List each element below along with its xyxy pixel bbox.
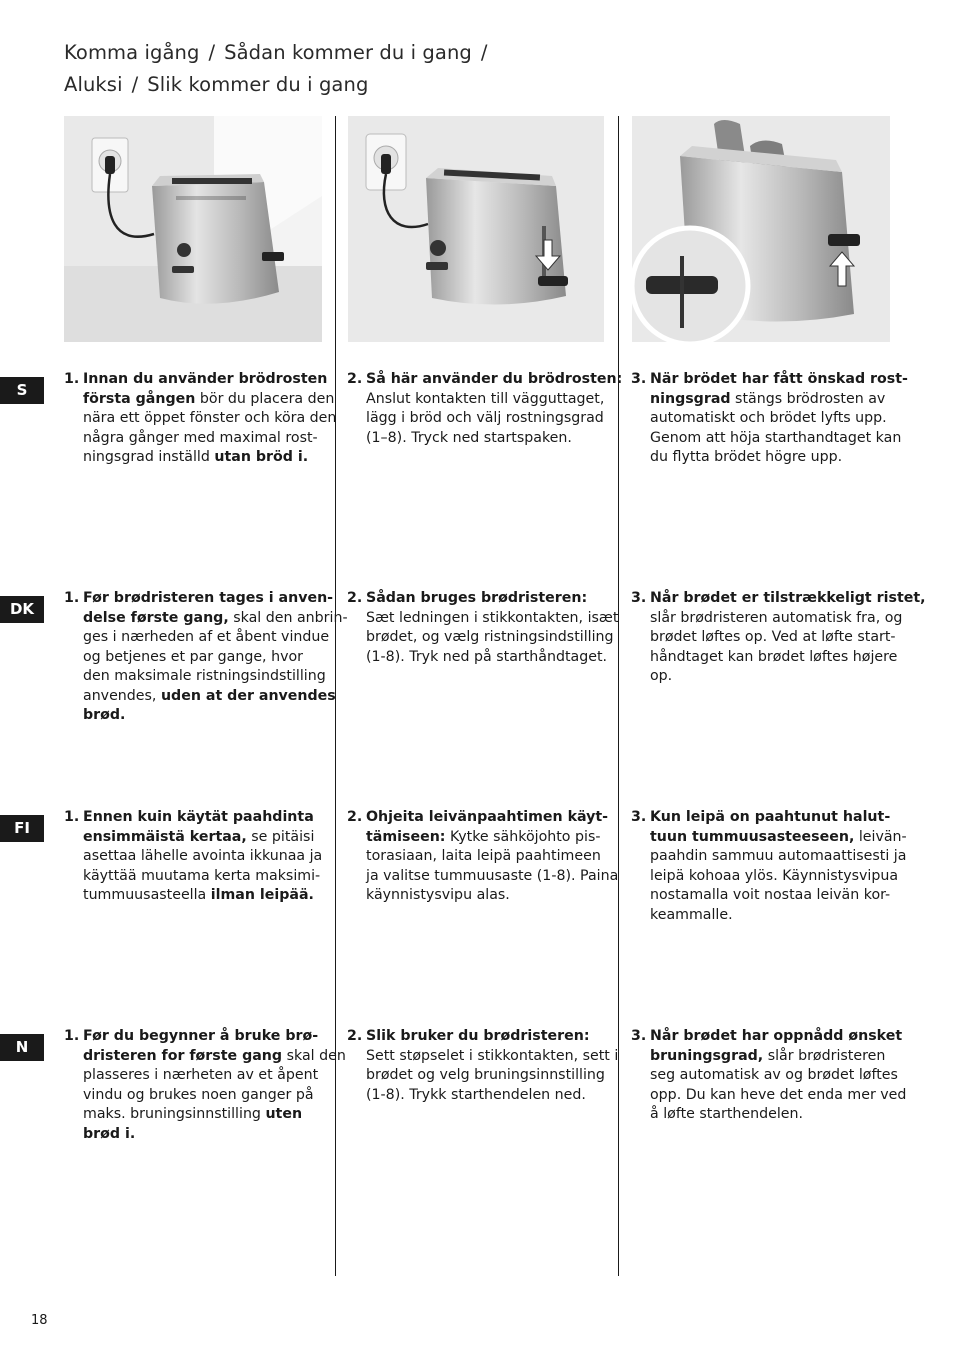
step-number: 2.	[347, 371, 363, 387]
step-text-regular: brødet løftes op. Ved at løfte start-	[650, 629, 896, 645]
step-text-regular: (1–8). Tryck ned startspaken.	[366, 429, 572, 446]
toaster-plugged-in-image	[64, 116, 322, 342]
step-text-regular: paahdin sammuu automaattisesti ja	[650, 848, 907, 864]
language-tab-finnish: FI	[0, 815, 44, 842]
step-text-bold: dristeren for første gang	[83, 1047, 283, 1064]
step-text-regular: nära ett öppet fönster och köra den	[83, 410, 337, 426]
step-text-regular: op.	[650, 668, 673, 684]
step-text	[366, 1027, 618, 1105]
step-text-bold: första gången	[83, 390, 196, 407]
step-number: 1.	[64, 590, 80, 606]
title-danish: Sådan kommer du i gang	[224, 41, 472, 64]
step-text-bold: Sådan bruges brødristeren:	[366, 590, 588, 606]
step-text-bold: uden at der anvendes	[160, 687, 336, 704]
step-text-regular: skal den	[282, 1047, 346, 1064]
step-text	[83, 808, 322, 906]
language-tab-swedish: S	[0, 377, 44, 404]
step-text-bold: Innan du använder brödrosten	[83, 371, 328, 387]
step-text-regular: ningsgrad inställd	[83, 449, 215, 465]
step-text-bold: Ohjeita leivänpaahtimen käyt-	[366, 809, 609, 825]
step-text-regular: den maksimale ristningsindstilling	[83, 668, 326, 684]
step-text-regular: brødet, og vælg ristningsindstilling	[366, 629, 614, 645]
step-text-regular: se pitäisi	[246, 828, 315, 845]
step-text-regular: Anslut kontakten till vägguttaget,	[366, 390, 605, 407]
step-text-regular: Genom att höja starthandtaget kan	[650, 429, 902, 446]
step-text-regular: leipä kohoaa ylös. Käynnistysvipua	[650, 867, 899, 884]
title-separator: /	[131, 73, 139, 96]
step-text-regular: ja valitse tummuusaste (1-8). Paina	[366, 867, 619, 884]
step-text-regular: Kytke sähköjohto pis-	[445, 828, 601, 845]
toaster-bread-up-image	[632, 116, 890, 342]
step-text-regular: Sæt ledningen i stikkontakten, isæt	[366, 609, 619, 626]
step-number: 1.	[64, 1028, 80, 1044]
step-number: 2.	[347, 1028, 363, 1044]
step-text-bold: Ennen kuin käytät paahdinta	[83, 809, 314, 825]
step-number: 1.	[64, 809, 80, 825]
step-text-regular: å løfte starthendelen.	[650, 1106, 804, 1122]
step-text-bold: delse første gang,	[83, 609, 229, 626]
title-separator: /	[208, 41, 216, 64]
step-text	[366, 589, 618, 667]
step-text-regular: käyttää muutama kerta maksimi-	[83, 867, 321, 884]
step-text-regular: du flytta brödet högre upp.	[650, 449, 843, 465]
step-text-bold: bruningsgrad,	[650, 1047, 764, 1064]
step-text-regular: anvendes,	[83, 687, 161, 704]
step-text-regular: käynnistysvipu alas.	[366, 887, 510, 903]
step-text-regular: asettaa lähelle avointa ikkunaa ja	[83, 848, 323, 864]
step-text-bold: Før du begynner å bruke brø-	[83, 1028, 319, 1044]
step-text-bold: När brödet har fått önskad rost-	[650, 371, 908, 387]
step-number: 2.	[347, 809, 363, 825]
step-text-regular: slår brødristeren	[763, 1047, 886, 1064]
step-text-bold: Slik bruker du brødristeren:	[366, 1028, 590, 1044]
step-text-bold: Så här använder du brödrosten:	[366, 371, 623, 387]
step-text-bold: tuun tummuusasteeseen,	[650, 828, 855, 845]
step-text	[650, 1027, 906, 1125]
step-text-regular: keammalle.	[650, 906, 733, 923]
step-text-bold: tämiseen:	[366, 828, 446, 845]
language-tab-norwegian: N	[0, 1034, 44, 1061]
step-text-regular: stängs brödrosten av	[730, 390, 886, 407]
step-text-regular: Sett støpselet i stikkontakten, sett i	[366, 1047, 619, 1064]
step-text-regular: nostamalla voit nostaa leivän kor-	[650, 887, 891, 903]
step-number: 3.	[631, 590, 647, 606]
step-text-regular: brødet og velg bruningsinnstilling	[366, 1067, 605, 1083]
step-text-regular: tummuusasteella	[83, 887, 211, 903]
step-text-regular: slår brødristeren automatisk fra, og	[650, 609, 903, 626]
step-text-bold: uten	[265, 1106, 303, 1122]
step-text-bold: ilman leipää.	[210, 887, 314, 903]
step-text-regular: opp. Du kan heve det enda mer ved	[650, 1086, 907, 1103]
step-text-regular: plasseres i nærheten av et åpent	[83, 1067, 319, 1083]
step-number: 3.	[631, 809, 647, 825]
step-text	[366, 808, 618, 906]
step-text	[83, 589, 348, 726]
step-text-bold: Kun leipä on paahtunut halut-	[650, 809, 891, 825]
page-title-line-1	[64, 41, 497, 64]
step-text-regular: skal den anbrin-	[228, 609, 348, 626]
step-text-regular: torasiaan, laita leipä paahtimeen	[366, 848, 601, 864]
step-text-bold: Når brødet er tilstrækkeligt ristet,	[650, 590, 926, 606]
step-text-regular: vindu og brukes noen ganger på	[83, 1086, 314, 1103]
step-text-bold: Når brødet har oppnådd ønsket	[650, 1028, 903, 1044]
title-swedish: Komma igång	[64, 41, 200, 64]
step-text-regular: ges i nærheden af et åbent vindue	[83, 629, 330, 645]
step-text-regular: lägg i bröd och välj rostningsgrad	[366, 410, 604, 426]
step-text-regular: maks. bruningsinnstilling	[83, 1106, 266, 1122]
step-text-bold: brød i.	[83, 1125, 136, 1142]
step-text-regular: leivän-	[854, 828, 907, 845]
step-text-regular: bör du placera den	[195, 390, 335, 407]
step-text-regular: håndtaget kan brødet løftes højere	[650, 648, 898, 665]
step-text-regular: (1-8). Trykk starthendelen ned.	[366, 1086, 586, 1103]
step-number: 3.	[631, 1028, 647, 1044]
step-text	[83, 1027, 346, 1144]
step-text	[650, 808, 907, 925]
step-text-regular: seg automatisk av og brødet løftes	[650, 1067, 898, 1083]
step-text	[83, 370, 336, 468]
step-text	[366, 370, 622, 448]
step-text-regular: automatiskt och brödet lyfts upp.	[650, 410, 887, 426]
title-norwegian: Slik kommer du i gang	[147, 73, 369, 96]
step-text-regular: og betjenes et par gange, hvor	[83, 648, 303, 665]
page-title-line-2	[64, 73, 368, 96]
language-tab-danish: DK	[0, 596, 44, 623]
page-number: 18	[31, 1313, 48, 1328]
title-separator: /	[480, 41, 488, 64]
toaster-lever-down-image	[348, 116, 604, 342]
step-text-regular: (1-8). Tryk ned på starthåndtaget.	[366, 648, 608, 665]
step-text	[650, 589, 926, 687]
step-number: 1.	[64, 371, 80, 387]
step-text-regular: några gånger med maximal rost-	[83, 429, 318, 446]
step-text-bold: Før brødristeren tages i anven-	[83, 590, 334, 606]
step-text-bold: ensimmäistä kertaa,	[83, 828, 247, 845]
step-text-bold: ningsgrad	[650, 390, 731, 407]
step-text	[650, 370, 908, 468]
title-finnish: Aluksi	[64, 73, 123, 96]
step-text-bold: utan bröd i.	[214, 449, 309, 465]
step-text-bold: brød.	[83, 707, 126, 723]
step-number: 3.	[631, 371, 647, 387]
step-number: 2.	[347, 590, 363, 606]
